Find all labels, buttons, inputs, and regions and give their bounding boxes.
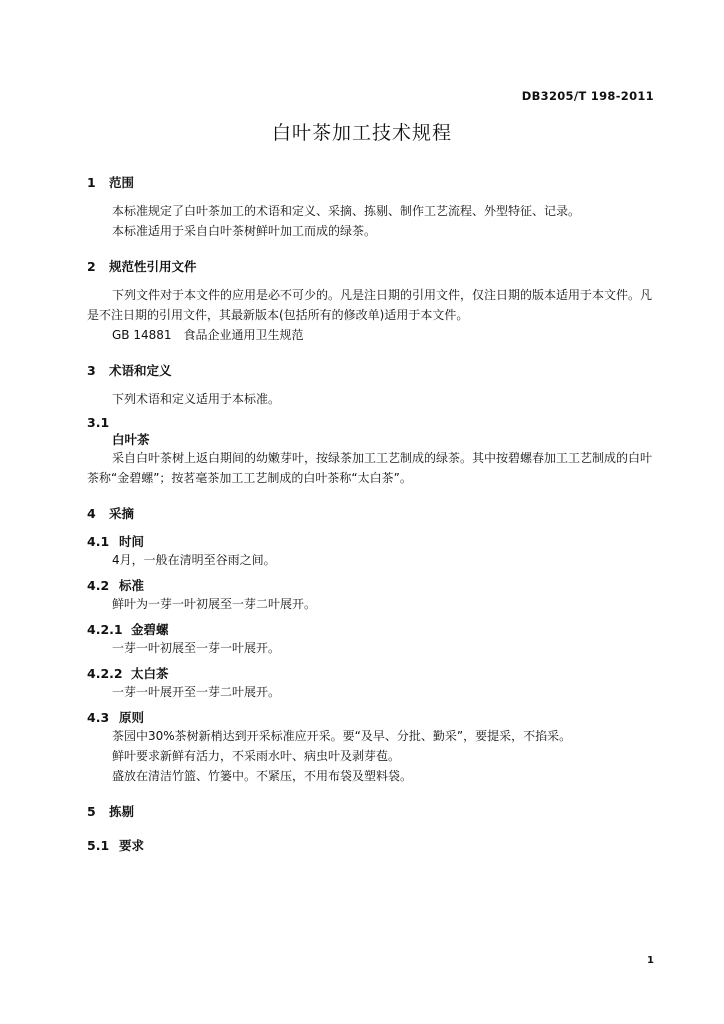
standard-code: DB3205/T 198-2011 xyxy=(521,89,654,103)
paragraph: 鲜叶为一芽一叶初展至一芽二叶展开。 xyxy=(112,597,317,611)
paragraph: 盛放在清洁竹篮、竹篓中。不紧压，不用布袋及塑料袋。 xyxy=(112,769,413,783)
subsection-4-2-1-heading xyxy=(87,620,657,638)
paragraph: 本标准适用于采自白叶茶树鲜叶加工而成的绿茶。 xyxy=(112,224,377,238)
section-3-heading xyxy=(87,361,657,379)
section-title: 原则 xyxy=(119,710,145,725)
normative-reference: GB 14881 食品企业通用卫生规范 xyxy=(112,328,304,342)
section-number: 4.3 xyxy=(87,710,110,725)
section-number: 3 xyxy=(87,363,96,378)
section-number: 1 xyxy=(87,175,96,190)
paragraph: 一芽一叶展开至一芽二叶展开。 xyxy=(112,685,281,699)
section-title: 拣剔 xyxy=(109,804,135,819)
subsection-4-2-heading xyxy=(87,576,657,594)
section-title: 采摘 xyxy=(109,506,135,521)
section-5-heading xyxy=(87,802,657,820)
section-number: 4 xyxy=(87,506,96,521)
section-number: 2 xyxy=(87,259,96,274)
section-number: 4.2.2 xyxy=(87,666,123,681)
paragraph: 下列文件对于本文件的应用是必不可少的。凡是注日期的引用文件，仅注日期的版本适用于本文件。凡是不注日期的引用文件，其最新版本(包括所有的修改单)适用于本文件。 xyxy=(87,288,653,322)
section-number: 4.2 xyxy=(87,578,110,593)
paragraph: 一芽一叶初展至一芽一叶展开。 xyxy=(112,641,281,655)
section-number: 5.1 xyxy=(87,838,110,853)
page-number: 1 xyxy=(647,955,654,966)
paragraph: 茶园中30%茶树新梢达到开采标准应开采。要“及早、分批、勤采”，要提采，不掐采。 xyxy=(112,729,572,743)
section-number: 4.2.1 xyxy=(87,622,123,637)
section-1-heading xyxy=(87,173,657,191)
document-title: 白叶茶加工技术规程 xyxy=(271,122,452,144)
section-title: 规范性引用文件 xyxy=(109,259,197,274)
section-title: 术语和定义 xyxy=(109,363,172,378)
subsection-4-2-2-heading xyxy=(87,664,657,682)
section-title: 太白茶 xyxy=(131,666,169,681)
section-title: 范围 xyxy=(109,175,135,190)
paragraph: 4月，一般在清明至谷雨之间。 xyxy=(112,553,276,567)
document-body xyxy=(87,173,657,854)
subsection-5-1-heading xyxy=(87,836,657,854)
section-title: 金碧螺 xyxy=(131,622,169,637)
section-title: 要求 xyxy=(119,838,145,853)
paragraph: 下列术语和定义适用于本标准。 xyxy=(112,392,281,406)
section-title: 时间 xyxy=(119,534,145,549)
section-number: 5 xyxy=(87,804,96,819)
term-name: 白叶茶 xyxy=(112,432,150,447)
section-2-heading xyxy=(87,257,657,275)
section-4-heading xyxy=(87,504,657,522)
term-definition: 采自白叶茶树上返白期间的幼嫩芽叶，按绿茶加工工艺制成的绿茶。其中按碧螺春加工工艺制成的白叶茶称“金碧螺”；按茗毫茶加工工艺制成的白叶茶称“太白茶”。 xyxy=(87,451,653,485)
section-title: 标准 xyxy=(119,578,145,593)
paragraph: 鲜叶要求新鲜有活力，不采雨水叶、病虫叶及剥芽苞。 xyxy=(112,749,401,763)
subsection-4-1-heading xyxy=(87,532,657,550)
subsection-4-3-heading xyxy=(87,708,657,726)
paragraph: 本标准规定了白叶茶加工的术语和定义、采摘、拣剔、制作工艺流程、外型特征、记录。 xyxy=(112,204,581,218)
subsection-3-1-number: 3.1 xyxy=(87,415,110,430)
section-number: 4.1 xyxy=(87,534,110,549)
